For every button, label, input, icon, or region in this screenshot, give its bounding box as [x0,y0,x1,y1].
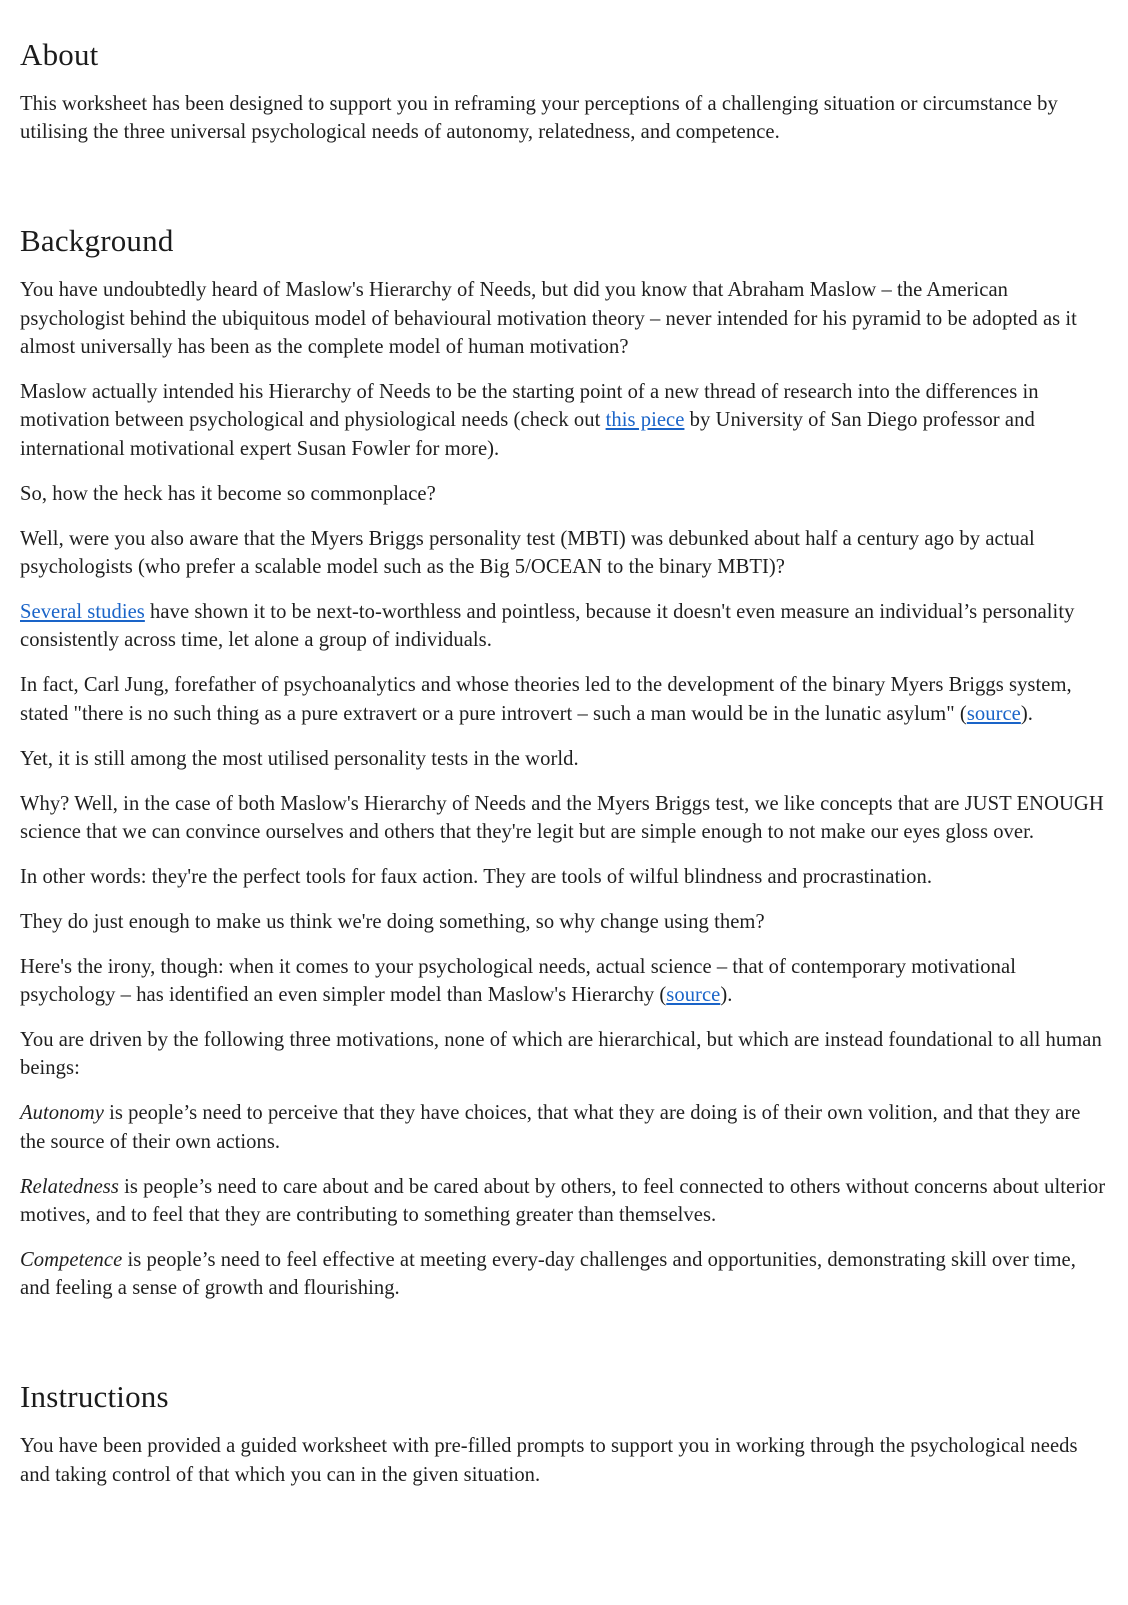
background-paragraph-mbti: Well, were you also aware that the Myers Briggs personality test (MBTI) was debunked about half a century ago by actual psychologists (who prefer a scalable model such as the Big 5/OCEAN to the binary MBTI)? [20,527,1035,579]
text-fragment: Maslow actually intended his Hierarchy of Needs to be the starting point of a new thread of research into the differences in motivation between psychological and physiological needs (check out [20,381,1039,432]
instructions-section [20,1319,1108,1489]
instructions-body: You have been provided a guided worksheet with pre-filled prompts to support you in working through the psychological needs and taking control of that which you can in the given situation. [20,1435,1078,1486]
text-fragment: ). [1020,702,1033,725]
background-paragraph-why: Why? Well, in the case of both Maslow's Hierarchy of Needs and the Myers Briggs test, we like concepts that are JUST ENOUGH science that we can convince ourselves and others that they're legit but are simple enough to not make our eyes gloss over. [20,792,1104,843]
need-relatedness [20,1173,1108,1230]
jung-source-link[interactable]: source [966,702,1021,725]
need-definition: is people’s need to perceive that they have choices, that what they are doing is of their own volition, and that they are the source of their own actions. [20,1102,1081,1153]
background-heading: Background [20,223,174,259]
need-definition: is people’s need to feel effective at meeting every-day challenges and opportunities, demonstrating skill over time, and feeling a sense of growth and flourishing. [20,1248,1076,1300]
text-fragment: In fact, Carl Jung, forefather of psychoanalytics and whose theories led to the development of the binary Myers Briggs system, stated "there is no such thing as a pure extravert or a pure introvert – such a man would be in the lunatic asylum" ( [20,674,1072,725]
background-paragraph-just-enough: They do just enough to make us think we're doing something, so why change using them? [20,910,765,933]
background-paragraph-maslow: You have undoubtedly heard of Maslow's Hierarchy of Needs, but did you know that Abraham Maslow – the American psychologist behind the ubiquitous model of behavioural motivation theory – never intended for his pyramid to be adopted as it almost universally has been as the complete model of human motivation? [20,279,1077,359]
text-fragment: ). [720,984,733,1007]
motivation-source-link[interactable]: source [666,984,721,1007]
about-body: This worksheet has been designed to support you in reframing your perceptions of a challenging situation or circumstance by utilising the three universal psychological needs of autonomy, relatedness, and competence. [20,93,1058,144]
about-section [20,0,1108,147]
background-paragraph-question: So, how the heck has it become so commonplace? [20,482,436,505]
this-piece-link[interactable]: this piece [605,409,685,432]
text-fragment: by University of San Diego professor and international motivational expert Susan Fowler for more). [20,409,1035,460]
background-paragraph-irony [20,953,1108,1010]
text-fragment: Here's the irony, though: when it comes to your psychological needs, actual science – that of contemporary motivational psychology – has identified an even simpler model than Maslow's Hierarchy ( [20,955,1016,1007]
background-paragraph-faux-action: In other words: they're the perfect tools for faux action. They are tools of wilful blindness and procrastination. [20,865,933,888]
background-paragraph-maslow-intent [20,378,1108,463]
several-studies-link[interactable]: Several studies [20,600,145,623]
background-paragraph-three-motivations: You are driven by the following three motivations, none of which are hierarchical, but which are instead foundational to all human beings: [20,1028,1102,1080]
need-term: Competence [20,1248,123,1271]
need-term: Relatedness [20,1175,119,1198]
instructions-heading: Instructions [20,1379,169,1415]
background-paragraph-still-used: Yet, it is still among the most utilised personality tests in the world. [20,747,579,770]
about-heading: About [20,37,99,72]
background-paragraph-jung [20,671,1108,728]
background-paragraph-studies [20,598,1108,655]
text-fragment: have shown it to be next-to-worthless and pointless, because it doesn't even measure an individual’s personality consistently across time, let alone a group of individuals. [20,600,1075,652]
need-competence [20,1246,1108,1303]
need-definition: is people’s need to care about and be cared about by others, to feel connected to others without concerns about ulterior motives, and to feel that they are contributing to something greater than themselves. [20,1175,1106,1226]
need-term: Autonomy [20,1102,104,1125]
background-section [20,163,1108,1302]
need-autonomy [20,1099,1108,1156]
